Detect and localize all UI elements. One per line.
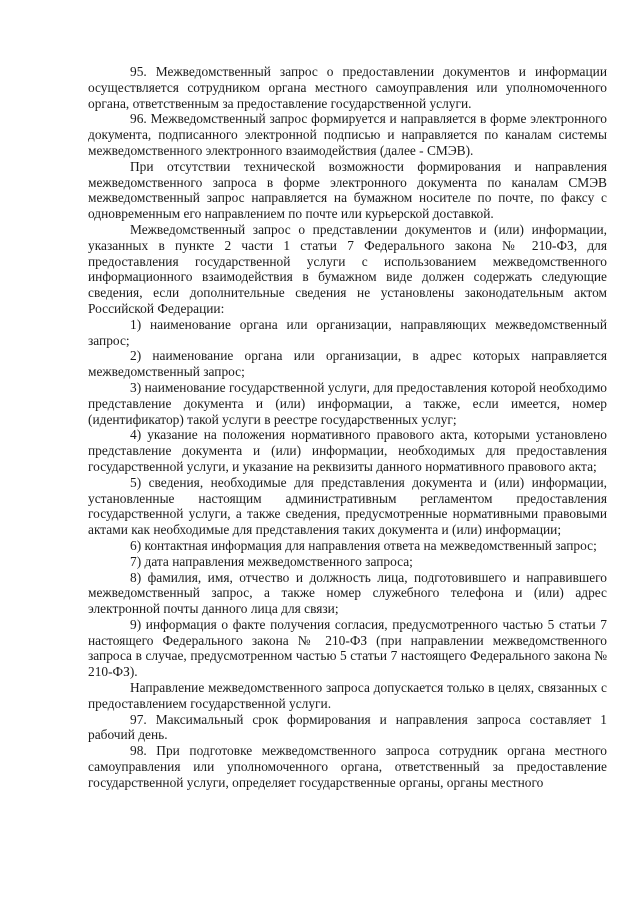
list-item-7: 7) дата направления межведомственного запроса; bbox=[130, 553, 413, 569]
list-item-4: 4) указание на положения нормативного правового акта, которыми установлено представление документа и (или) информации, необходимых для предоставления государственной услуги, и указание на реквизиты данного нормативного правового акта; bbox=[88, 427, 607, 474]
list-item-8: 8) фамилия, имя, отчество и должность лица, подготовившего и направившего межведомственный запрос, а также номер служебного телефона и (или) адрес электронной почты данного лица для связи; bbox=[88, 569, 607, 617]
paragraph-95: 95. Межведомственный запрос о предоставлении документов и информации осуществляется сотрудником органа местного самоуправления или уполномоченного органа, ответственным за предоставление государственной услуги. bbox=[88, 64, 607, 111]
list-item-2: 2) наименование органа или организации, в адрес которых направляется межведомственный запрос; bbox=[88, 348, 607, 380]
list-item-3: 3) наименование государственной услуги, для предоставления которой необходимо представление документа и (или) информации, а также, если имеется, номер (идентификатор) такой услуги в реестре государственных услуг; bbox=[88, 379, 607, 427]
list-item-5: 5) сведения, необходимые для представления документа и (или) информации, установленные настоящим административным регламентом предоставления государственной услуги, а также сведения, предусмотренные нормативными правовыми актами как необходимые для представления таких документа и (или) информации; bbox=[88, 474, 607, 538]
paragraph-98: 98. При подготовке межведомственного запроса сотрудник органа местного самоуправления или уполномоченного органа, ответственный за предоставление государственной услуги, определяет государственные органы, органы местного bbox=[88, 743, 607, 790]
list-item-6: 6) контактная информация для направления ответа на межведомственный запрос; bbox=[130, 537, 597, 553]
paragraph-96: 96. Межведомственный запрос формируется и направляется в форме электронного документа, подписанного электронной подписью и направляется по каналам системы межведомственного электронного взаимодействия (далее - СМЭВ). bbox=[88, 111, 607, 158]
paragraph-purpose: Направление межведомственного запроса допускается только в целях, связанных с предоставлением государственной услуги. bbox=[88, 680, 607, 711]
paragraph-no-technical-possibility: При отсутствии технической возможности формирования и направления межведомственного запроса в форме электронного документа по каналам СМЭВ межведомственный запрос направляется на бумажном носителе по почте, по факсу с одновременным его направлением по почте или курьерской доставкой. bbox=[88, 158, 607, 222]
list-item-1: 1) наименование органа или организации, направляющих межведомственный запрос; bbox=[88, 316, 607, 348]
paragraph-request-contents: Межведомственный запрос о представлении документов и (или) информации, указанных в пункте 2 части 1 статьи 7 Федерального закона № 210-ФЗ, для предоставления государственной услуги с использованием межведомственного информационного взаимодействия в бумажном виде должен содержать следующие сведения, если дополнительные сведения не установлены законодательным актом Российской Федерации: bbox=[88, 221, 607, 316]
list-item-9: 9) информация о факте получения согласия, предусмотренного частью 5 статьи 7 настоящего Федерального закона № 210-ФЗ (при направлении межведомственного запроса в случае, предусмотренном частью 5 статьи 7 настоящего Федерального закона № 210-ФЗ). bbox=[88, 616, 607, 680]
paragraph-97: 97. Максимальный срок формирования и направления запроса составляет 1 рабочий день. bbox=[88, 711, 607, 743]
